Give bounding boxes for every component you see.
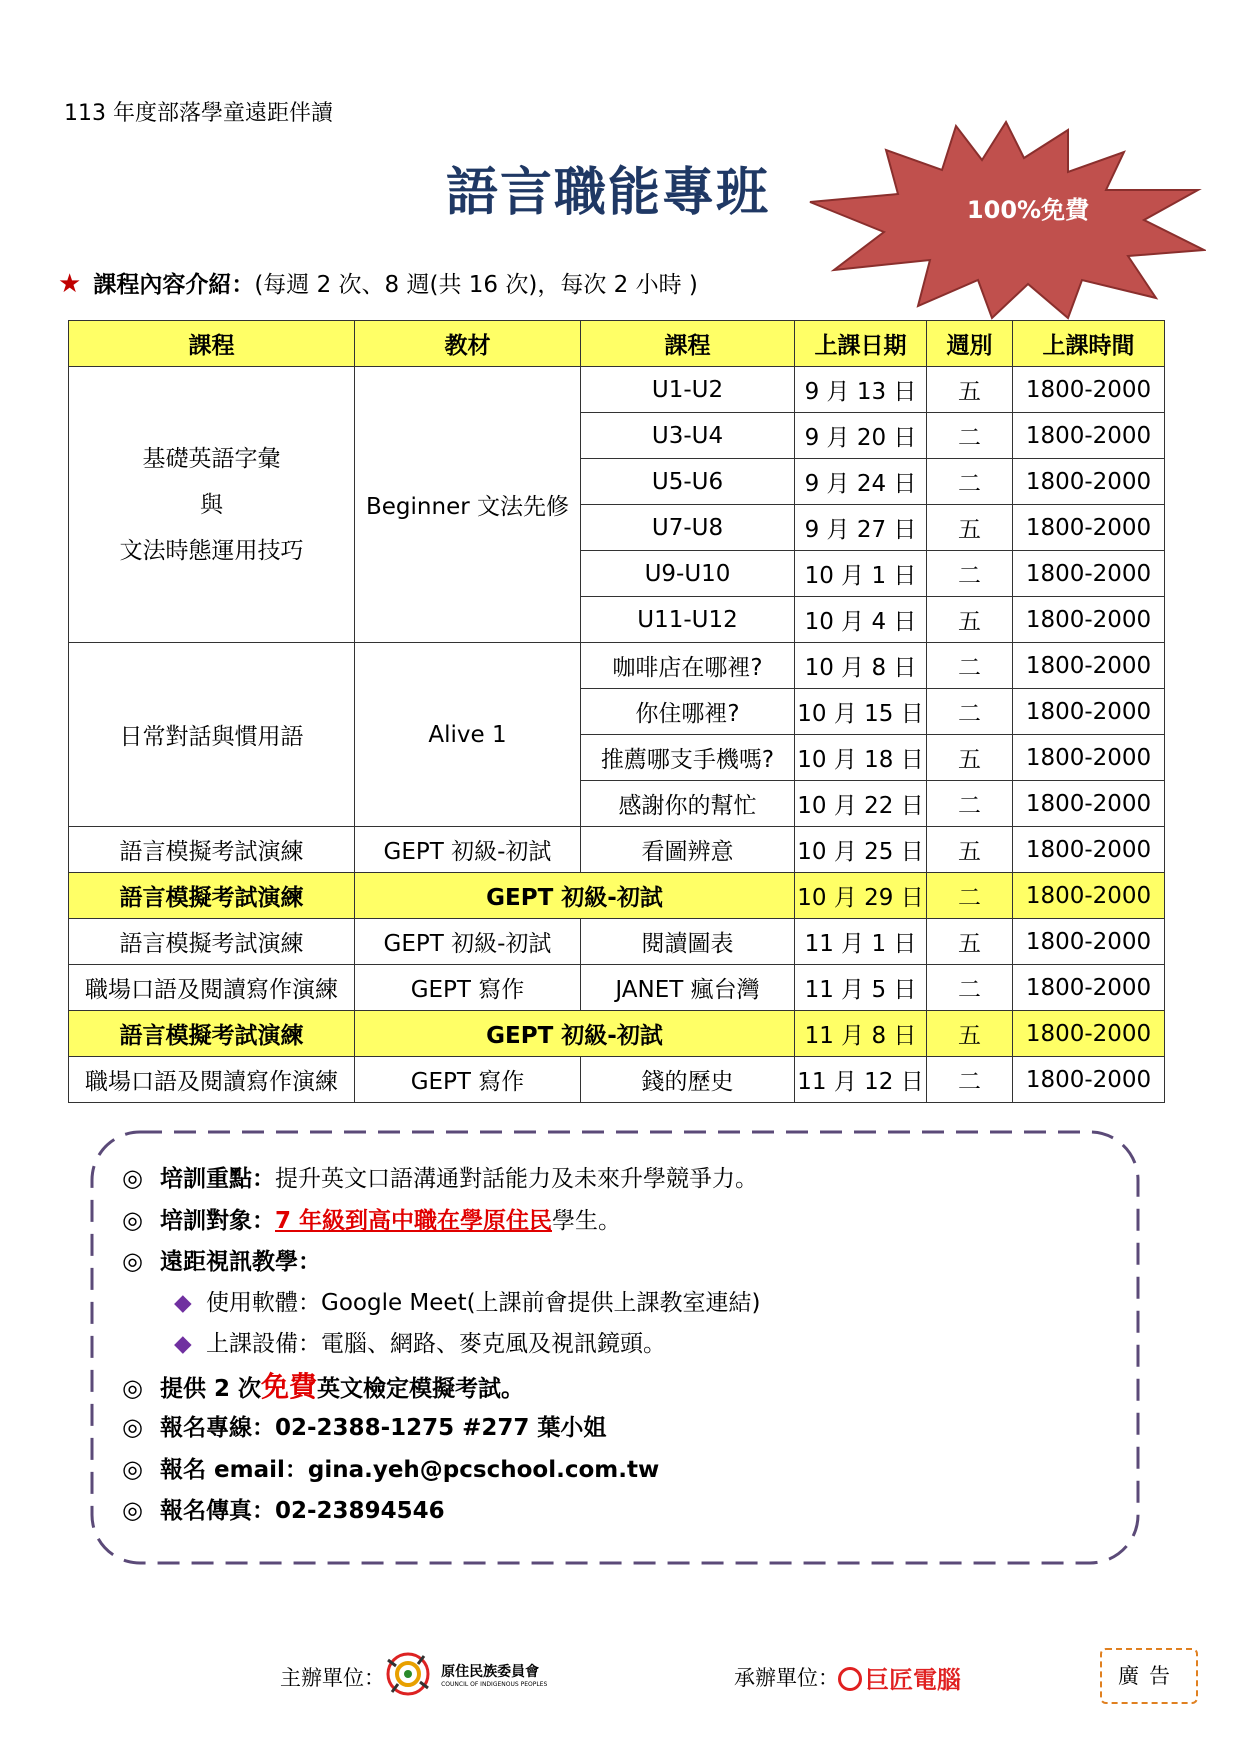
date-cell: 10 月 15 日 [795, 689, 927, 735]
info-item-exam: ◎ 提供 2 次免費英文檢定模擬考試。 [122, 1366, 761, 1408]
weekday-cell: 二 [927, 551, 1013, 597]
bullet-icon: ◎ [122, 1205, 143, 1234]
info-item-phone: ◎ 報名專線：02-2388-1275 #277 葉小姐 [122, 1407, 761, 1449]
material-cell: Beginner 文法先修 [355, 367, 581, 643]
material-cell: GEPT 寫作 [355, 1057, 581, 1103]
table-row [69, 367, 1165, 413]
page-title: 語言職能專班 [446, 163, 771, 223]
header-unit: 課程 [581, 321, 795, 367]
weekday-cell: 二 [927, 459, 1013, 505]
weekday-cell: 二 [927, 689, 1013, 735]
table-row [69, 919, 1165, 965]
unit-cell: 你住哪裡? [581, 689, 795, 735]
info-item-email: ◎ 報名 email：gina.yeh@pcschool.com.tw [122, 1449, 761, 1491]
material-cell: GEPT 初級-初試 [355, 827, 581, 873]
course-cell: 語言模擬考試演練 [69, 827, 355, 873]
material-cell: GEPT 初級-初試 [355, 873, 795, 919]
time-cell: 1800-2000 [1013, 1057, 1165, 1103]
diamond-icon: ◆ [174, 1289, 192, 1316]
time-cell: 1800-2000 [1013, 505, 1165, 551]
weekday-cell: 五 [927, 1011, 1013, 1057]
weekday-cell: 二 [927, 781, 1013, 827]
date-cell: 10 月 4 日 [795, 597, 927, 643]
time-cell: 1800-2000 [1013, 413, 1165, 459]
pcschool-logo-icon [838, 1667, 862, 1691]
weekday-cell: 二 [927, 643, 1013, 689]
weekday-cell: 五 [927, 735, 1013, 781]
info-list [122, 1158, 761, 1532]
unit-cell: 推薦哪支手機嗎? [581, 735, 795, 781]
date-cell: 11 月 5 日 [795, 965, 927, 1011]
contractor-label: 承辦單位： [734, 1666, 839, 1690]
schedule-table [68, 320, 1165, 1103]
bullet-icon: ◎ [122, 1413, 143, 1441]
info-subitem-software: ◆ 使用軟體：Google Meet(上課前會提供上課教室連結) [122, 1283, 761, 1325]
header-time: 上課時間 [1013, 321, 1165, 367]
course-cell: 職場口語及閱讀寫作演練 [69, 965, 355, 1011]
unit-cell: 閱讀圖表 [581, 919, 795, 965]
info-item-fax: ◎ 報名傳真：02-23894546 [122, 1490, 761, 1532]
weekday-cell: 二 [927, 873, 1013, 919]
organizer-name: 原住民族委員會 [441, 1663, 540, 1680]
material-cell: GEPT 初級-初試 [355, 919, 581, 965]
course-cell: 語言模擬考試演練 [69, 919, 355, 965]
unit-cell: U3-U4 [581, 413, 795, 459]
course-cell: 基礎英語字彙 與 文法時態運用技巧 [69, 367, 355, 643]
time-cell: 1800-2000 [1013, 827, 1165, 873]
intro-detail: (每週 2 次、8 週(共 16 次)，每次 2 小時 ) [254, 272, 698, 298]
unit-cell: U5-U6 [581, 459, 795, 505]
badge-text: 100%免費 [966, 196, 1090, 224]
unit-cell: U1-U2 [581, 367, 795, 413]
unit-cell: JANET 瘋台灣 [581, 965, 795, 1011]
weekday-cell: 二 [927, 413, 1013, 459]
course-cell: 職場口語及閱讀寫作演練 [69, 1057, 355, 1103]
table-row [69, 827, 1165, 873]
header-material: 教材 [355, 321, 581, 367]
free-badge [806, 120, 1206, 320]
unit-cell: U11-U12 [581, 597, 795, 643]
material-cell: GEPT 寫作 [355, 965, 581, 1011]
weekday-cell: 五 [927, 597, 1013, 643]
unit-cell: U9-U10 [581, 551, 795, 597]
bullet-icon: ◎ [122, 1373, 143, 1402]
unit-cell: 看圖辨意 [581, 827, 795, 873]
date-cell: 11 月 12 日 [795, 1057, 927, 1103]
weekday-cell: 二 [927, 1057, 1013, 1103]
unit-cell: U7-U8 [581, 505, 795, 551]
diamond-icon: ◆ [174, 1331, 192, 1357]
material-cell: GEPT 初級-初試 [355, 1011, 795, 1057]
bullet-icon: ◎ [122, 1164, 143, 1192]
date-cell: 11 月 1 日 [795, 919, 927, 965]
ad-label: 廣告 [1100, 1648, 1198, 1704]
time-cell: 1800-2000 [1013, 873, 1165, 919]
time-cell: 1800-2000 [1013, 965, 1165, 1011]
weekday-cell: 五 [927, 505, 1013, 551]
table-row [69, 965, 1165, 1011]
material-cell: Alive 1 [355, 643, 581, 827]
time-cell: 1800-2000 [1013, 597, 1165, 643]
table-row-highlighted [69, 1011, 1165, 1057]
organizer-label: 主辦單位： [280, 1666, 385, 1690]
bullet-icon: ◎ [122, 1496, 143, 1524]
time-cell: 1800-2000 [1013, 919, 1165, 965]
header-date: 上課日期 [795, 321, 927, 367]
unit-cell: 咖啡店在哪裡? [581, 643, 795, 689]
unit-cell: 感謝你的幫忙 [581, 781, 795, 827]
header-weekday: 週別 [927, 321, 1013, 367]
bullet-icon: ◎ [122, 1247, 143, 1275]
time-cell: 1800-2000 [1013, 367, 1165, 413]
course-cell: 語言模擬考試演練 [69, 1011, 355, 1057]
bullet-icon: ◎ [122, 1454, 143, 1483]
contractor-logo: 巨匠電腦 [838, 1660, 961, 1695]
date-cell: 11 月 8 日 [795, 1011, 927, 1057]
date-cell: 9 月 24 日 [795, 459, 927, 505]
time-cell: 1800-2000 [1013, 459, 1165, 505]
intro-label: 課程內容介紹： [93, 272, 255, 298]
star-icon: ★ [58, 269, 82, 299]
weekday-cell: 五 [927, 827, 1013, 873]
date-cell: 9 月 20 日 [795, 413, 927, 459]
date-cell: 10 月 25 日 [795, 827, 927, 873]
table-row [69, 643, 1165, 689]
table-header-row [69, 321, 1165, 367]
date-cell: 10 月 1 日 [795, 551, 927, 597]
header-course: 課程 [69, 321, 355, 367]
course-cell: 語言模擬考試演練 [69, 873, 355, 919]
info-item-focus: ◎ 培訓重點：提升英文口語溝通對話能力及未來升學競爭力。 [122, 1158, 761, 1200]
cip-emblem-icon [384, 1650, 432, 1698]
unit-cell: 錢的歷史 [581, 1057, 795, 1103]
date-cell: 10 月 29 日 [795, 873, 927, 919]
time-cell: 1800-2000 [1013, 1011, 1165, 1057]
info-item-target: ◎ 培訓對象：7 年級到高中職在學原住民學生。 [122, 1200, 761, 1242]
organizer-logo [384, 1650, 547, 1698]
date-cell: 10 月 8 日 [795, 643, 927, 689]
weekday-cell: 五 [927, 919, 1013, 965]
date-cell: 10 月 22 日 [795, 781, 927, 827]
date-cell: 10 月 18 日 [795, 735, 927, 781]
info-item-remote: ◎ 遠距視訊教學： [122, 1241, 761, 1283]
info-subitem-equipment: ◆ 上課設備：電腦、網路、麥克風及視訊鏡頭。 [122, 1324, 761, 1366]
time-cell: 1800-2000 [1013, 781, 1165, 827]
course-cell: 日常對話與慣用語 [69, 643, 355, 827]
date-cell: 9 月 13 日 [795, 367, 927, 413]
organizer-name-en: COUNCIL OF INDIGENOUS PEOPLES [441, 1680, 548, 1688]
date-cell: 9 月 27 日 [795, 505, 927, 551]
weekday-cell: 五 [927, 367, 1013, 413]
time-cell: 1800-2000 [1013, 643, 1165, 689]
time-cell: 1800-2000 [1013, 551, 1165, 597]
course-intro [58, 266, 698, 299]
time-cell: 1800-2000 [1013, 735, 1165, 781]
weekday-cell: 二 [927, 965, 1013, 1011]
program-year-label: 113 年度部落學童遠距伴讀 [64, 101, 333, 126]
time-cell: 1800-2000 [1013, 689, 1165, 735]
table-row-highlighted [69, 873, 1165, 919]
table-row [69, 1057, 1165, 1103]
